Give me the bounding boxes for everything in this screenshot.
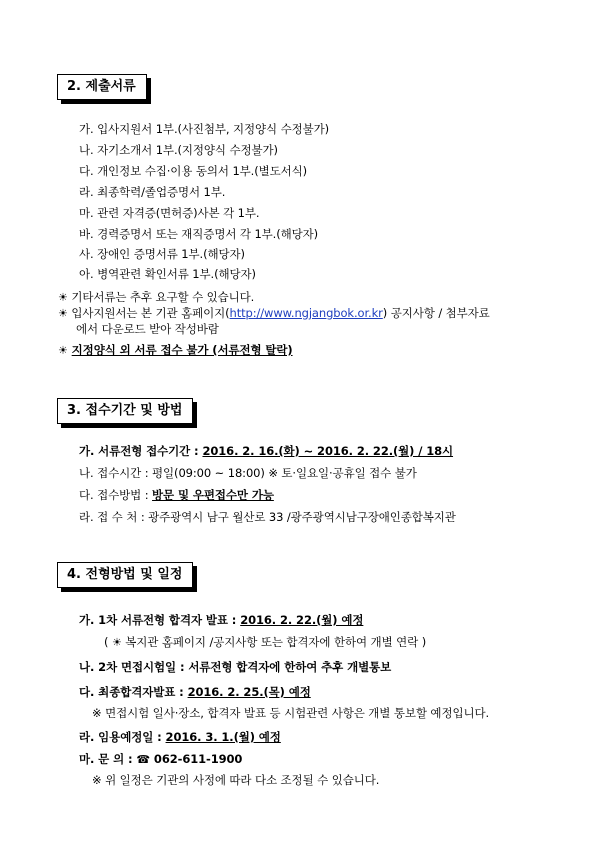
- value: 2016. 3. 1.(월) 예정: [165, 730, 281, 744]
- list-item: 가. 입사지원서 1부.(사진첨부, 지정양식 수정불가): [79, 122, 330, 136]
- schedule-appointment: [79, 729, 281, 745]
- list-item: 라. 최종학력/졸업증명서 1부.: [79, 185, 226, 199]
- schedule-contact: [79, 751, 242, 768]
- note-text: 지정양식 외 서류 접수 불가 (서류전형 탈락): [71, 343, 293, 357]
- sun-icon: ☀: [58, 344, 68, 357]
- note-download-continued: 에서 다운로드 받아 작성바람: [76, 322, 219, 336]
- schedule-adjust-note: ※ 위 일정은 기관의 사정에 따라 다소 조정될 수 있습니다.: [92, 773, 380, 787]
- note-text: (: [104, 635, 112, 649]
- homepage-link[interactable]: http://www.ngjangbok.or.kr: [229, 306, 383, 320]
- list-item: 마. 관련 자격증(면허증)사본 각 1부.: [79, 206, 260, 220]
- note-text: ) 공지사항 / 첨부자료: [382, 306, 490, 320]
- section-title-schedule: 4. 전형방법 및 일정: [57, 562, 193, 588]
- sun-icon: ☀: [58, 291, 68, 304]
- phone-number: 062-611-1900: [150, 752, 243, 766]
- application-place: 라. 접 수 처 : 광주광역시 남구 월산로 33 /광주광역시남구장애인종합복지관: [79, 510, 456, 524]
- schedule-final-result: [79, 684, 311, 700]
- application-period: [79, 443, 453, 459]
- sun-icon: ☀: [111, 636, 122, 649]
- section-title-application: 3. 접수기간 및 방법: [57, 398, 193, 424]
- schedule-interview: 나. 2차 면접시험일 : 서류전형 합격자에 한하여 추후 개별통보: [79, 660, 392, 674]
- application-hours: 나. 접수시간 : 평일(09:00 ~ 18:00) ※ 토·일요일·공휴일 접수 불가: [79, 466, 417, 480]
- value: 2016. 2. 22.(월) 예정: [240, 613, 364, 627]
- section-title-documents: 2. 제출서류: [57, 74, 147, 100]
- application-method: [79, 487, 274, 503]
- schedule-first-result: [79, 612, 363, 628]
- label: 마. 문 의 :: [79, 752, 137, 766]
- note-text: 기타서류는 추후 요구할 수 있습니다.: [71, 290, 255, 304]
- list-item: 사. 장애인 증명서류 1부.(해당자): [79, 247, 245, 261]
- label: 가. 서류전형 접수기간 :: [79, 444, 203, 458]
- list-item: 아. 병역관련 확인서류 1부.(해당자): [79, 267, 256, 281]
- schedule-first-note: [104, 634, 426, 651]
- value: 방문 및 우편접수만 가능: [152, 488, 274, 502]
- schedule-final-note: ※ 면접시험 일사·장소, 합격자 발표 등 시험관련 사항은 개별 통보할 예정입니다.: [92, 706, 490, 720]
- label: 다. 접수방법 :: [79, 488, 153, 502]
- note-other-documents: [58, 289, 254, 306]
- note-text: 복지관 홈페이지 /공지사항 또는 합격자에 한하여 개별 연락 ): [121, 635, 427, 649]
- label: 라. 임용예정일 :: [79, 730, 166, 744]
- note-form-warning: [58, 342, 293, 359]
- value: 2016. 2. 16.(화) ~ 2016. 2. 22.(월) / 18시: [202, 444, 454, 458]
- list-item: 다. 개인정보 수집·이용 동의서 1부.(별도서식): [79, 164, 308, 178]
- note-download: [58, 305, 490, 322]
- label: 가. 1차 서류전형 합격자 발표 :: [79, 613, 241, 627]
- sun-icon: ☀: [58, 307, 68, 320]
- label: 다. 최종합격자발표 :: [79, 685, 188, 699]
- list-item: 바. 경력증명서 또는 재직증명서 각 1부.(해당자): [79, 227, 319, 241]
- note-text: 입사지원서는 본 기관 홈페이지(: [71, 306, 230, 320]
- value: 2016. 2. 25.(목) 예정: [187, 685, 311, 699]
- list-item: 나. 자기소개서 1부.(지정양식 수정불가): [79, 143, 278, 157]
- phone-icon: ☎: [136, 753, 151, 766]
